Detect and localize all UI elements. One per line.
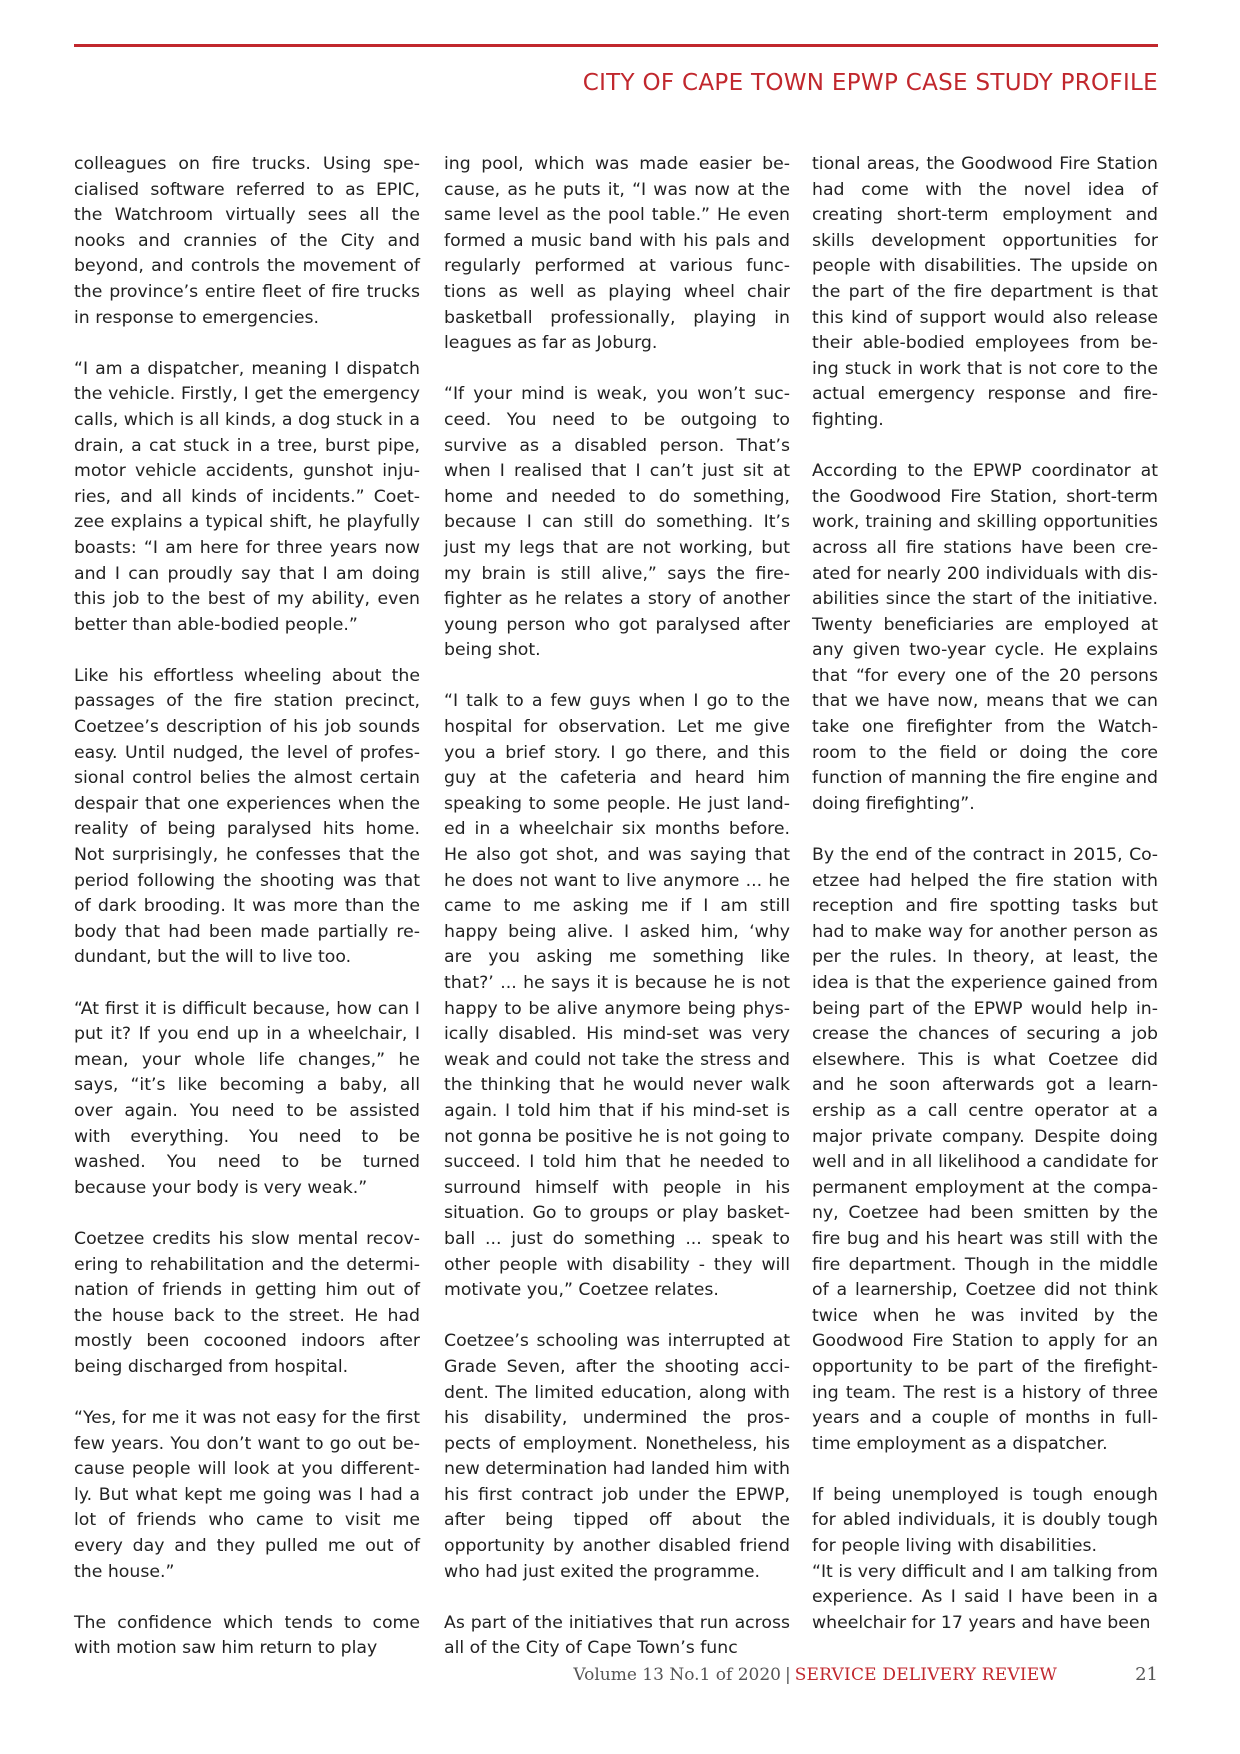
text-column-2 [444,152,790,1662]
issue-label: Volume 13 No.1 of 2020 [573,1665,781,1685]
journal-name: SERVICE DELIVERY REVIEW [794,1665,1058,1685]
paragraph: If being unemployed is tough enough for abled individuals, it is doubly tough for people living with disabilities. [812,1484,1158,1557]
paragraph: tional areas, the Goodwood Fire Station had come with the novel idea of creating short-term employment and skills development opportunities for people with disabilities. The upside on the part of the fire department is that this kind of support would also release their able-bodied employees from being stuck in work that is not core to the actual emergency response and firefighting. [812,154,1158,430]
text-column-3 [812,152,1158,1636]
article-body [74,152,1158,1659]
paragraph: “Yes, for me it was not easy for the first few years. You don’t want to go out because people will look at you differently. But what kept me going was I had a lot of friends who came to visit me every day and they pulled me out of the house.” [74,1408,420,1582]
paragraph: “I am a dispatcher, meaning I dispatch the vehicle. Firstly, I get the emergency calls, which is all kinds, a dog stuck in a drain, a cat stuck in a tree, burst pipe, motor vehicle accidents, gunshot injuries, and all kinds of incidents.” Coetzee explains a typical shift, he playfully boasts: “I am here for three years now and I can proudly say that I am doing this job to the best of my ability, even better than able-bodied people.” [74,358,420,635]
paragraph: “It is very difficult and I am talking from experience. As I said I have been in a wheelchair for 17 years and have been [812,1561,1158,1633]
footer-separator: | [784,1665,791,1685]
paragraph: According to the EPWP coordinator at the Goodwood Fire Station, short-term work, training and skilling opportunities across all fire stations have been created for nearly 200 individuals with disabilities since the start of the initiative. Twenty beneficiaries are employed at any given two-year cycle. He explains that “for every one of the 20 persons that we have now, means that we can take one firefighter from the Watchroom to the field or doing the core function of manning the fire engine and doing firefighting”. [812,461,1158,814]
paragraph: “If your mind is weak, you won’t succeed. You need to be outgoing to survive as a disabled person. That’s when I realised that I can’t just sit at home and needed to do something, because I can still do something. It’s just my legs that are not working, but my brain is still alive,” says the firefighter as he relates a story of another young person who got paralysed after being shot. [444,384,790,661]
header-rule [74,44,1158,47]
paragraph: “I talk to a few guys when I go to the hospital for observation. Let me give you a brief story. I go there, and this guy at the cafeteria and heard him speaking to some people. He just landed in a wheelchair six months before. He also got shot, and was saying that he does not want to live anymore ... he came to me asking me if I am still happy being alive. I asked him, ‘why are you asking me something like that?’ ... he says it is because he is not happy to be alive anymore being physically disabled. His mind-set was very weak and could not take the stress and the thinking that he would never walk again. I told him that if his mind-set is not gonna be positive he is not going to succeed. I told him that he needed to surround himself with people in his situation. Go to groups or play basketball ... just do something ... speak to other people with disability - they will motivate you,” Coetzee relates. [444,691,790,1301]
text-column-1 [74,152,420,1662]
paragraph: As part of the initiatives that run across all of the City of Cape Town’s func [444,1612,790,1659]
page-number: 21 [1135,1664,1158,1685]
running-header-title: CITY OF CAPE TOWN EPWP CASE STUDY PROFILE [582,70,1158,96]
paragraph: Coetzee credits his slow mental recovering to rehabilitation and the determination of friends in getting him out of the house back to the street. He had mostly been cocooned indoors after being discharged from hospital. [74,1228,420,1377]
paragraph: “At first it is difficult because, how can I put it? If you end up in a wheelchair, I mean, your whole life changes,” he says, “it’s like becoming a baby, all over again. You need to be assisted with everything. You need to be washed. You need to be turned because your body is very weak.” [74,998,420,1198]
paragraph: By the end of the contract in 2015, Coetzee had helped the fire station with reception and fire spotting tasks but had to make way for another person as per the rules. In theory, at least, the idea is that the experience gained from being part of the EPWP would help increase the chances of securing a job elsewhere. This is what Coetzee did and he soon afterwards got a learnership as a call centre operator at a major private company. Despite doing well and in all likelihood a candidate for permanent employment at the company, Coetzee had been smitten by the fire bug and his heart was still with the fire department. Though in the middle of a learnership, Coetzee did not think twice when he was invited by the Goodwood Fire Station to apply for an opportunity to be part of the firefighting team. The rest is a history of three years and a couple of months in fulltime employment as a dispatcher. [812,845,1158,1454]
paragraph: Like his effortless wheeling about the passages of the fire station precinct, Coetzee’s description of his job sounds easy. Until nudged, the level of professional control belies the almost certain despair that one experiences when the reality of being paralysed hits home. Not surprisingly, he confesses that the period following the shooting was that of dark brooding. It was more than the body that had been made partially redundant, but the will to live too. [74,665,420,968]
page-footer [573,1664,1158,1685]
paragraph: colleagues on fire trucks. Using specialised software referred to as EPIC, the Watchroom virtually sees all the nooks and crannies of the City and beyond, and controls the movement of the province’s entire fleet of fire trucks in response to emergencies. [74,154,420,328]
paragraph: ing pool, which was made easier because, as he puts it, “I was now at the same level as the pool table.” He even formed a music band with his pals and regularly performed at various functions as well as playing wheel chair basketball professionally, playing in leagues as far as Joburg. [444,154,790,354]
paragraph: Coetzee’s schooling was interrupted at Grade Seven, after the shooting accident. The limited education, along with his disability, undermined the prospects of employment. Nonetheless, his new determination had landed him with his first contract job under the EPWP, after being tipped off about the opportunity by another disabled friend who had just exited the programme. [444,1331,790,1582]
paragraph: The confidence which tends to come with motion saw him return to play [74,1612,420,1659]
